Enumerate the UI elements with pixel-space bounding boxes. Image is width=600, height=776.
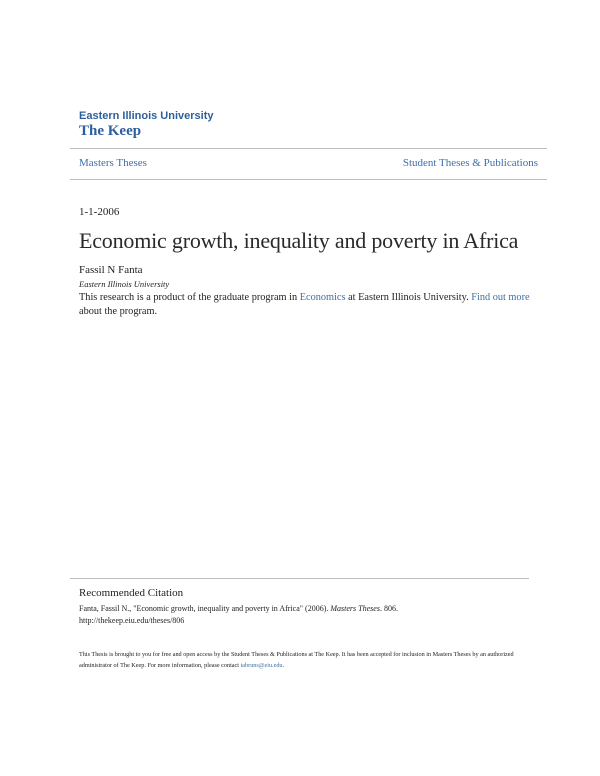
description-middle: at Eastern Illinois University. [345,292,472,303]
description-prefix: This research is a product of the graduate program in [79,292,300,303]
economics-link[interactable]: Economics [299,292,346,303]
footer-text: This Thesis is brought to you for free and open access by the Student Theses & Publications at The Keep. It has been accepted for inclusion in Masters Theses by an authorized administrator of The Keep. For more information, please contact [79,651,514,669]
citation-url[interactable]: http://thekeep.eiu.edu/theses/806 [79,616,185,625]
student-theses-link[interactable]: Student Theses & Publications [402,157,538,169]
citation-text [79,603,539,627]
description-suffix: about the program. [79,305,158,317]
author-affiliation: Eastern Illinois University [79,279,170,289]
program-description [79,291,539,318]
nav-divider [70,179,547,180]
publication-date: 1-1-2006 [79,206,120,218]
footer-end: . [282,661,285,669]
citation-suffix: . 806. [379,604,398,613]
document-title: Economic growth, inequality and poverty in Africa [79,228,519,253]
contact-email-link[interactable]: tabruns@eiu.edu [240,661,283,669]
masters-theses-link[interactable]: Masters Theses [79,157,147,169]
author-name: Fassil N Fanta [79,264,143,276]
find-out-more-link[interactable]: Find out more [471,292,530,303]
citation-series: Masters Theses [330,604,380,613]
citation-divider [70,578,529,579]
citation-prefix: Fanta, Fassil N., "Economic growth, inequality and poverty in Africa" (2006). [79,604,331,613]
repository-name: The Keep [79,123,142,139]
top-divider [70,148,547,149]
footer-notice [79,650,539,671]
university-name: Eastern Illinois University [79,110,214,122]
citation-heading: Recommended Citation [79,587,184,599]
